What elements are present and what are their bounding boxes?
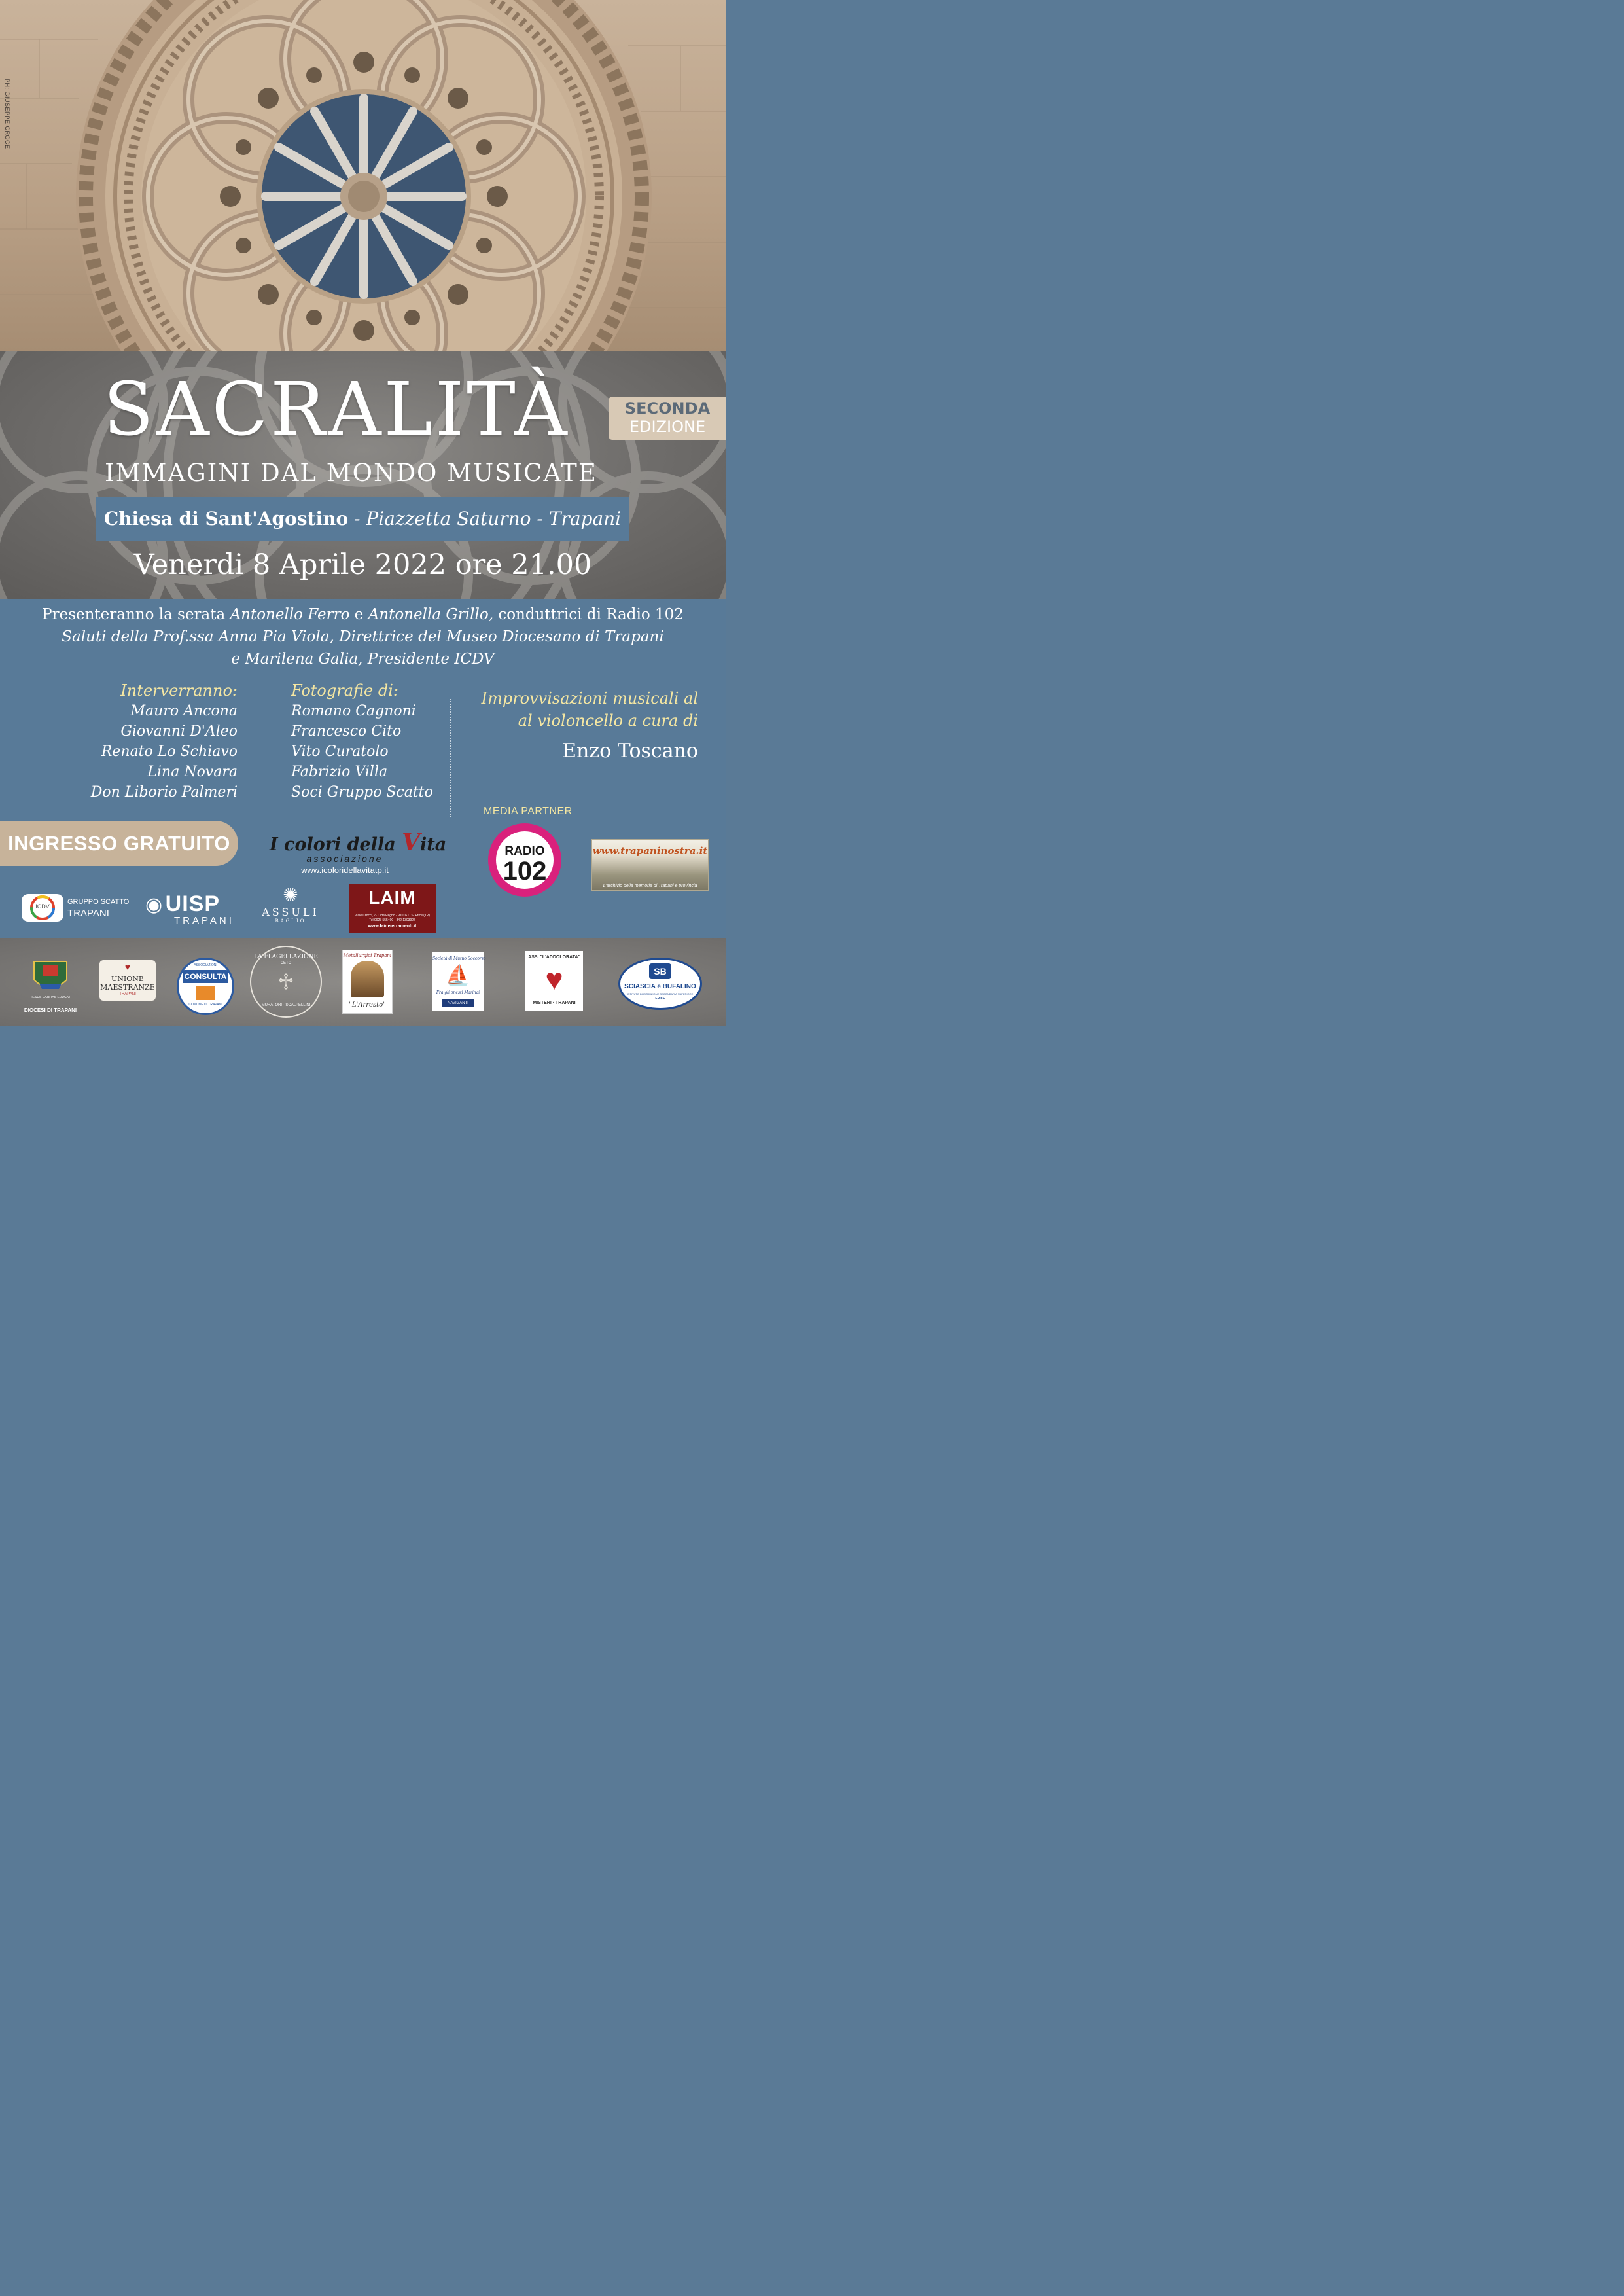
gruppo-scatto-city: TRAPANI <box>67 906 129 919</box>
photographer-name: Romano Cagnoni <box>291 703 416 719</box>
dotted-divider <box>450 699 451 817</box>
laim-phone: Tel 0923 555400 - 342 1303927 <box>369 918 415 922</box>
greetings-line <box>0 628 726 645</box>
venue-box <box>96 497 629 541</box>
speaker-name: Lina Novara <box>147 764 238 780</box>
colori-della-vita-logo <box>270 829 447 875</box>
sciascia-name: SCIASCIA e BUFALINO <box>624 983 696 990</box>
flagellazione-name: LA FLAGELLAZIONE <box>254 954 318 960</box>
naviganti-motto: Fra gli onesti Marinai <box>436 990 480 995</box>
photographer-name: Soci Gruppo Scatto <box>291 784 433 800</box>
event-datetime: Venerdi 8 Aprile 2022 ore 21.00 <box>133 548 592 581</box>
addolorata-logo <box>525 951 583 1011</box>
free-admission-badge: INGRESSO GRATUITO <box>0 821 238 866</box>
sciascia-bufalino-logo <box>618 958 702 1010</box>
assuli-sun-icon: ✺ <box>283 884 298 906</box>
music-performer: Enzo Toscano <box>562 740 698 762</box>
gruppo-scatto-name: GRUPPO SCATTO <box>67 898 130 906</box>
unione-line-3: TRAPANI <box>119 992 136 996</box>
trapaninostra-url: www.trapaninostra.it <box>592 845 708 857</box>
gruppo-scatto-logo <box>67 898 129 919</box>
uisp-name: UISP <box>165 891 220 916</box>
unione-line-1: UNIONE <box>111 975 144 983</box>
consulta-comune: COMUNE DI TRAPANI <box>188 1003 222 1007</box>
speaker-name: Renato Lo Schiavo <box>101 744 238 760</box>
diocesi-motto: IESUS CARITAS EDUCAT <box>31 996 71 999</box>
photographer-name: Fabrizio Villa <box>291 764 388 780</box>
consulta-name: CONSULTA <box>183 970 228 983</box>
presenters-intro: Presenteranno la serata <box>42 606 230 623</box>
rose-window-photo <box>0 0 726 351</box>
presenters-role: conduttrici di Radio 102 <box>493 606 684 623</box>
addolorata-sub: MISTERI · TRAPANI <box>533 1001 576 1005</box>
flagellazione-ceto: CETO <box>280 961 292 965</box>
edition-badge <box>609 397 726 440</box>
venue-city: Trapani <box>548 508 622 529</box>
naviganti-name: NAVIGANTI <box>442 999 474 1007</box>
laim-name: LAIM <box>368 888 416 908</box>
consulta-mark-icon <box>196 986 215 1000</box>
uisp-globe-icon: ◉ <box>145 894 163 916</box>
media-partner-label: MEDIA PARTNER <box>484 806 573 817</box>
colori-name <box>270 829 447 856</box>
laim-address-1: Viale Crocci, 7- C/da Pegno - 91016 C.S. Erice (TP) <box>355 914 430 918</box>
sb-monogram-icon: SB <box>649 963 671 979</box>
presenters-and: e <box>349 606 368 623</box>
venue-church: Chiesa di Sant'Agostino <box>103 508 349 529</box>
trapaninostra-logo <box>591 839 709 891</box>
statue-icon <box>351 961 384 997</box>
consulta-assoc: ASSOCIAZIONI <box>194 963 217 967</box>
presenter-2: Antonella Grillo, <box>368 606 494 623</box>
speakers-list <box>91 681 238 802</box>
unione-maestranze-logo <box>99 960 156 1001</box>
flagellazione-guild: MURATORI · SCALPELLINI <box>261 1003 311 1007</box>
laim-logo <box>349 884 436 933</box>
metallurgici-title: "L'Arresto" <box>349 1001 386 1009</box>
addolorata-name: ASS. "L'ADDOLORATA" <box>528 955 580 960</box>
venue-sep-1: - <box>348 508 366 529</box>
greetings-line-2 <box>0 651 726 668</box>
venue-sep-2: - <box>531 508 549 529</box>
speakers-heading: Interverranno: <box>120 681 238 700</box>
assuli-sub: BAGLIO <box>275 918 306 924</box>
photographers-heading: Fotografie di: <box>291 681 398 700</box>
venue-square: Piazzetta Saturno <box>366 508 531 529</box>
colori-name-a: I colori della <box>270 834 402 855</box>
radio-102-number: 102 <box>503 857 547 886</box>
speaker-name: Giovanni D'Aleo <box>120 723 238 740</box>
heart-icon: ♥ <box>545 962 563 996</box>
music-line-2: al violoncello a cura di <box>518 711 698 730</box>
diocesi-name: DIOCESI DI TRAPANI <box>24 1007 77 1013</box>
event-title: SACRALITÀ <box>103 367 570 452</box>
metallurgici-logo <box>342 950 393 1014</box>
icdv-logo <box>22 894 63 922</box>
assuli-logo <box>259 885 322 924</box>
patrons-band <box>0 938 726 1026</box>
edition-word: EDIZIONE <box>629 418 706 436</box>
assuli-name: ASSULI <box>262 906 319 918</box>
music-line-1: Improvvisazioni musicali al <box>481 689 698 708</box>
uisp-logo <box>145 891 234 926</box>
photographers-list <box>291 681 433 802</box>
figure-icon: ♱ <box>277 970 295 995</box>
presenters-line <box>0 606 726 623</box>
naviganti-society: Società di Mutuo Soccorso <box>432 956 486 961</box>
trapaninostra-tagline: L'archivio della memoria di Trapani e provincia <box>603 884 697 888</box>
greetings-text-2: e Marilena Galia, Presidente ICDV <box>231 651 495 668</box>
colori-assoc: associazione <box>306 853 383 864</box>
photographer-name: Vito Curatolo <box>291 744 389 760</box>
laim-address <box>349 914 436 923</box>
radio-102-logo <box>485 822 564 901</box>
radio-102-word: RADIO <box>504 844 545 858</box>
edition-number: SECONDA <box>624 399 711 418</box>
colori-url: www.icoloridellavitatp.it <box>301 865 389 875</box>
colori-name-b: ita <box>420 834 447 855</box>
uisp-city: TRAPANI <box>174 915 234 926</box>
rose-window-illustration <box>0 0 726 351</box>
consulta-logo <box>177 958 234 1015</box>
sciascia-institute: ISTITUTO DI ISTRUZIONE SECONDARIA SUPERIORE <box>627 992 694 996</box>
speaker-name: Don Liborio Palmeri <box>90 784 238 800</box>
presenter-1: Antonello Ferro <box>230 606 350 623</box>
speaker-name: Mauro Ancona <box>130 703 238 719</box>
photo-credit: PH: GIUSEPPE CROCE <box>4 79 10 149</box>
venue-line <box>96 497 629 541</box>
greetings-text: Saluti della Prof.ssa Anna Pia Viola, Direttrice del Museo Diocesano di Trapani <box>62 628 664 645</box>
flagellazione-logo <box>250 946 322 1018</box>
photographer-name: Francesco Cito <box>291 723 402 740</box>
metallurgici-name: Metallurgici Trapani <box>343 953 392 958</box>
diocesi-crest-icon <box>25 958 76 997</box>
unione-line-2: MAESTRANZE <box>100 983 155 992</box>
sciascia-city: ERICE <box>655 997 665 1001</box>
icdv-text: ICDV <box>35 903 50 910</box>
music-credit <box>482 687 698 732</box>
heart-icon: ♥ <box>124 961 131 972</box>
event-subtitle: IMMAGINI DAL MONDO MUSICATE <box>105 459 597 487</box>
colori-name-v: V <box>402 829 421 856</box>
naviganti-logo <box>432 952 484 1011</box>
laim-url: www.laimserramenti.it <box>368 924 417 929</box>
ship-icon: ⛵ <box>446 965 470 986</box>
